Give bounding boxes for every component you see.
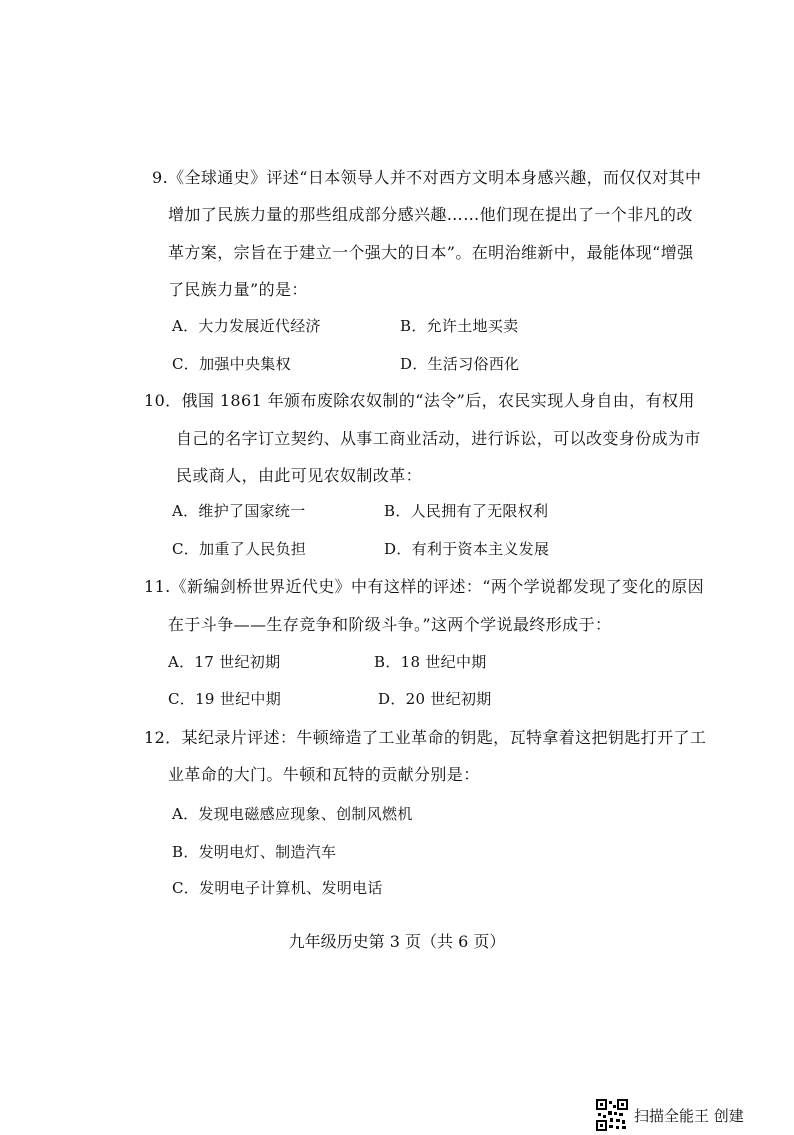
question-11-option-a: A．17 世纪初期 [168, 653, 281, 671]
question-9-option-b: B．允许土地买卖 [400, 317, 519, 335]
question-11-option-d: D．20 世纪初期 [378, 690, 492, 708]
question-12-option-a: A．发现电磁感应现象、创制风燃机 [172, 805, 413, 823]
question-11-line-1: 11.《新编剑桥世界近代史》中有这样的评述：“两个学说都发现了变化的原因 [144, 577, 705, 596]
qr-code-icon [596, 1099, 628, 1131]
question-12-option-c: C．发明电子计算机、发明电话 [172, 879, 383, 897]
question-11-option-b: B．18 世纪中期 [374, 653, 487, 671]
question-10-line-3: 民或商人，由此可见农奴制改革： [176, 466, 423, 485]
question-11-option-c: C．19 世纪中期 [168, 690, 282, 708]
question-10-option-b: B．人民拥有了无限权利 [384, 502, 549, 520]
question-10-line-1: 10．俄国 1861 年颁布废除农奴制的“法令”后，农民实现人身自由，有权用 [144, 391, 695, 410]
question-9-option-c: C．加强中央集权 [172, 355, 291, 373]
question-10-option-d: D．有利于资本主义发展 [384, 540, 550, 558]
question-12-line-2: 业革命的大门。牛顿和瓦特的贡献分别是： [168, 765, 480, 784]
scanner-watermark [596, 1100, 744, 1130]
question-11-line-2: 在于斗争——生存竞争和阶级斗争。”这两个学说最终形成于： [168, 615, 612, 634]
question-9-option-d: D．生活习俗西化 [400, 355, 520, 373]
question-9-line-2: 增加了民族力量的那些组成部分感兴趣……他们现在提出了一个非凡的改 [168, 205, 693, 224]
question-10-line-2: 自己的名字订立契约、从事工商业活动，进行诉讼，可以改变身份成为市 [176, 429, 701, 448]
question-9-line-3: 革方案，宗旨在于建立一个强大的日本”。在明治维新中，最能体现“增强 [168, 243, 694, 262]
page-number-footer: 九年级历史第 3 页（共 6 页） [288, 932, 506, 951]
question-12-line-1: 12．某纪录片评述：牛顿缔造了工业革命的钥匙，瓦特拿着这把钥匙打开了工 [144, 728, 707, 747]
question-9-line-4: 了民族力量”的是： [168, 280, 308, 299]
scanner-label: 扫描全能王 创建 [634, 1106, 744, 1125]
question-9-option-a: A．大力发展近代经济 [172, 317, 321, 335]
question-12-option-b: B．发明电灯、制造汽车 [172, 843, 337, 861]
question-9-line-1: 9.《全球通史》评述“日本领导人并不对西方文明本身感兴趣，而仅仅对其中 [152, 168, 702, 187]
question-10-option-a: A．维护了国家统一 [172, 502, 306, 520]
question-10-option-c: C．加重了人民负担 [172, 540, 307, 558]
